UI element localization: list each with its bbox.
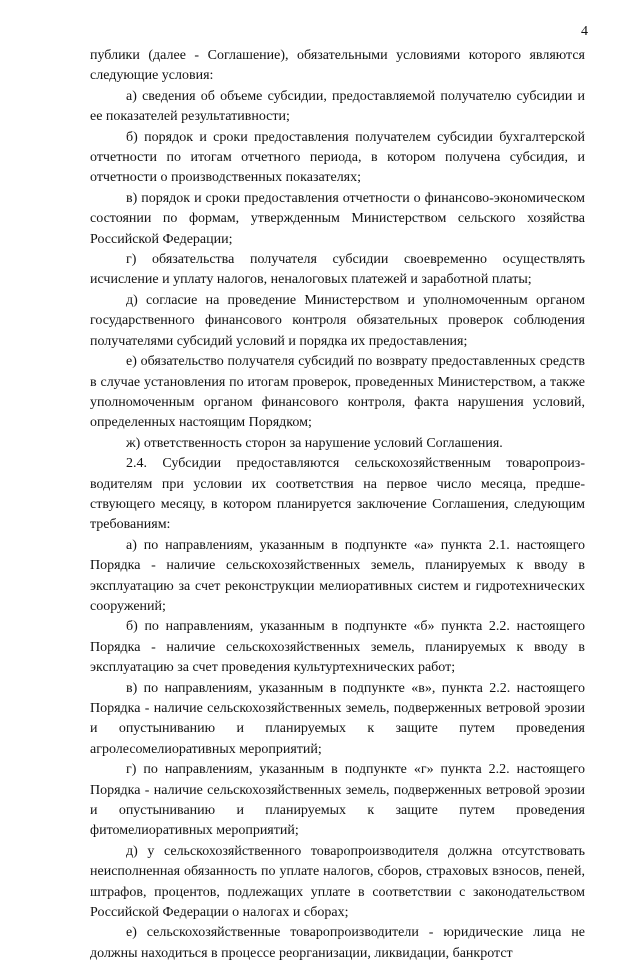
document-body — [90, 46, 585, 964]
paragraph-item-b: б) порядок и сроки предоставления получателем субсидии бухгалтерской отчетности по итогам отчетного периода, в котором получена субсидия, и отчетности о производственных показателях; — [90, 129, 585, 186]
paragraph-requirement-v: в) по направлениям, указанным в подпункте «в», пункта 2.2. настоящего Порядка - наличие сельскохозяйственных земель, подверженных ветровой эрозии и опустыниванию и планируемых к защите путем проведения агролесомелиоративных мероприятий; — [90, 680, 585, 757]
paragraph-item-a: а) сведения об объеме субсидии, предоставляемой получателю субсидии и ее показателей результативности; — [90, 88, 585, 125]
paragraph-requirement-g: г) по направлениям, указанным в подпункте «г» пункта 2.2. настоящего Порядка - наличие сельскохозяйственных земель, подверженных ветровой эрозии и опустыниванию и планируемых к защите путем проведения фитомелиоративных мероприятий; — [90, 762, 585, 839]
paragraph-item-v: в) порядок и сроки предоставления отчетности о финансово-экономическом состоянии по формам, утвержденным Министерством сельского хозяйства Российской Федерации; — [90, 190, 585, 247]
page-number: 4 — [581, 24, 588, 39]
paragraph-section-2-4: 2.4. Субсидии предоставляются сельскохозяйственным товаропроизводителям при условии их соответствия на первое число месяца, предшествующего месяцу, в котором планируется заключение Соглашения, следующим требованиям: — [90, 456, 585, 533]
paragraph-continuation: публики (далее - Соглашение), обязательными условиями которого являются следующие условия: — [90, 48, 585, 84]
paragraph-requirement-a: а) по направлениям, указанным в подпункте «а» пункта 2.1. настоящего Порядка - наличие сельскохозяйственных земель, планируемых к вводу в эксплуатацию за счет реконструкции мелиоративных систем и гидротехнических сооружений; — [90, 537, 585, 614]
paragraph-requirement-b: б) по направлениям, указанным в подпункте «б» пункта 2.2. настоящего Порядка - наличие сельскохозяйственных земель, планируемых к вводу в эксплуатацию за счет проведения культуртехнических работ; — [90, 619, 585, 676]
paragraph-item-zh: ж) ответственность сторон за нарушение условий Соглашения. — [126, 435, 503, 451]
paragraph-requirement-d: д) у сельскохозяйственного товаропроизводителя должна отсутствовать неисполненная обязанность по уплате налогов, сборов, страховых взносов, пеней, штрафов, процентов, подлежащих уплате в соответствии с законодательством Российской Федерации о налогах и сборах; — [90, 843, 585, 921]
paragraph-requirement-e: е) сельскохозяйственные товаропроизводители - юридические лица не должны находиться в процессе реорганизации, ликвидации, банкротст — [90, 925, 585, 961]
paragraph-item-g: г) обязательства получателя субсидии своевременно осуществлять исчисление и уплату налогов, неналоговых платежей и заработной платы; — [90, 252, 585, 288]
paragraph-item-e: е) обязательство получателя субсидий по возврату предоставленных средств в случае установления по итогам проверок, проведенных Министерством, а также уполномоченным органом финансового контроля, факта нарушения условий, определенных настоящим Порядком; — [90, 354, 585, 431]
paragraph-item-d: д) согласие на проведение Министерством и уполномоченным органом государственного финансового контроля обязательных проверок соблюдения получателями субсидий условий и порядка их предоставления; — [90, 292, 585, 349]
